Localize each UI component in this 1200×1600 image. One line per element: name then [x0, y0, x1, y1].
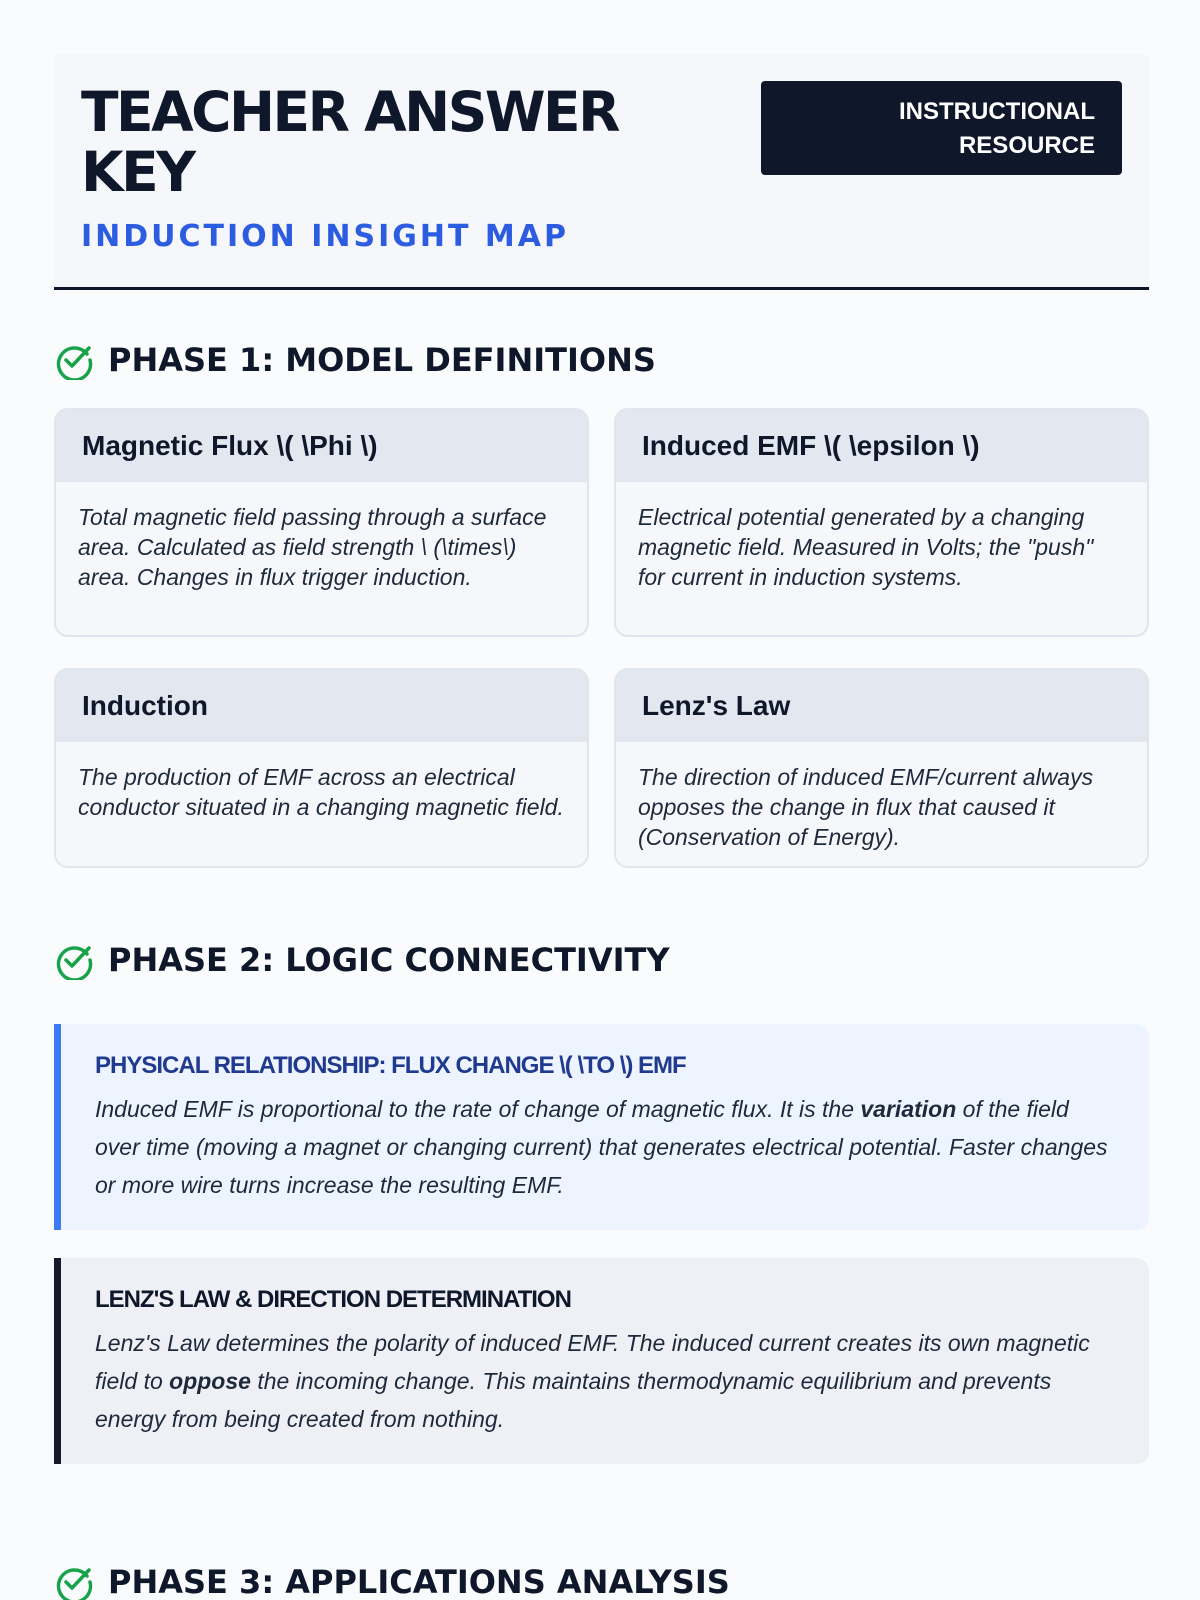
emphasis-oppose: oppose [169, 1368, 251, 1394]
badge-line-1: INSTRUCTIONAL [899, 98, 1095, 125]
resource-badge [761, 81, 1122, 175]
page-subtitle: INDUCTION INSIGHT MAP [81, 219, 569, 254]
card-definition: The production of EMF across an electrical conductor situated in a changing magnetic field. [78, 764, 564, 820]
callout-body: Lenz's Law determines the polarity of induced EMF. The induced current creates its own magnetic field to oppose the incoming change. This maintains thermodynamic equilibrium and prevents energy from being created from nothing. [95, 1330, 1090, 1432]
card-definition: Total magnetic field passing through a surface area. Calculated as field strength \ (\times\) area. Changes in flux trigger induction. [78, 504, 547, 590]
check-circle-icon [54, 940, 94, 980]
check-circle-icon [54, 1562, 94, 1600]
phase-2-title: PHASE 2: LOGIC CONNECTIVITY [108, 941, 670, 979]
definition-card-induced-emf [614, 408, 1149, 637]
phase-1-title: PHASE 1: MODEL DEFINITIONS [108, 341, 656, 379]
callout-flux-to-emf [54, 1024, 1149, 1230]
badge-line-2: RESOURCE [958, 132, 1095, 159]
page-title: TEACHER ANSWER KEY [81, 80, 618, 204]
card-term: Induced EMF \( \epsilon \) [616, 410, 1147, 482]
definition-card-induction [54, 668, 589, 868]
callout-lenz-direction [54, 1258, 1149, 1464]
card-term: Induction [56, 670, 587, 742]
phase-3-title: PHASE 3: APPLICATIONS ANALYSIS [108, 1563, 730, 1600]
card-definition: Electrical potential generated by a changing magnetic field. Measured in Volts; the "push" for current in induction systems. [638, 504, 1094, 590]
card-definition: The direction of induced EMF/current always opposes the change in flux that caused it (Conservation of Energy). [638, 764, 1094, 850]
card-term: Lenz's Law [616, 670, 1147, 742]
callout-title: LENZ'S LAW & DIRECTION DETERMINATION [95, 1286, 571, 1313]
card-term: Magnetic Flux \( \Phi \) [56, 410, 587, 482]
callout-title: PHYSICAL RELATIONSHIP: FLUX CHANGE \( \TO \) EMF [95, 1052, 686, 1079]
page-header [54, 54, 1149, 290]
callout-body: Induced EMF is proportional to the rate of change of magnetic flux. It is the variation of the field over time (moving a magnet or changing current) that generates electrical potential. Faster changes or more wire turns increase the resulting EMF. [95, 1096, 1108, 1198]
check-circle-icon [54, 340, 94, 380]
definition-card-lenzs-law [614, 668, 1149, 868]
emphasis-variation: variation [860, 1096, 957, 1122]
definition-card-magnetic-flux [54, 408, 589, 637]
